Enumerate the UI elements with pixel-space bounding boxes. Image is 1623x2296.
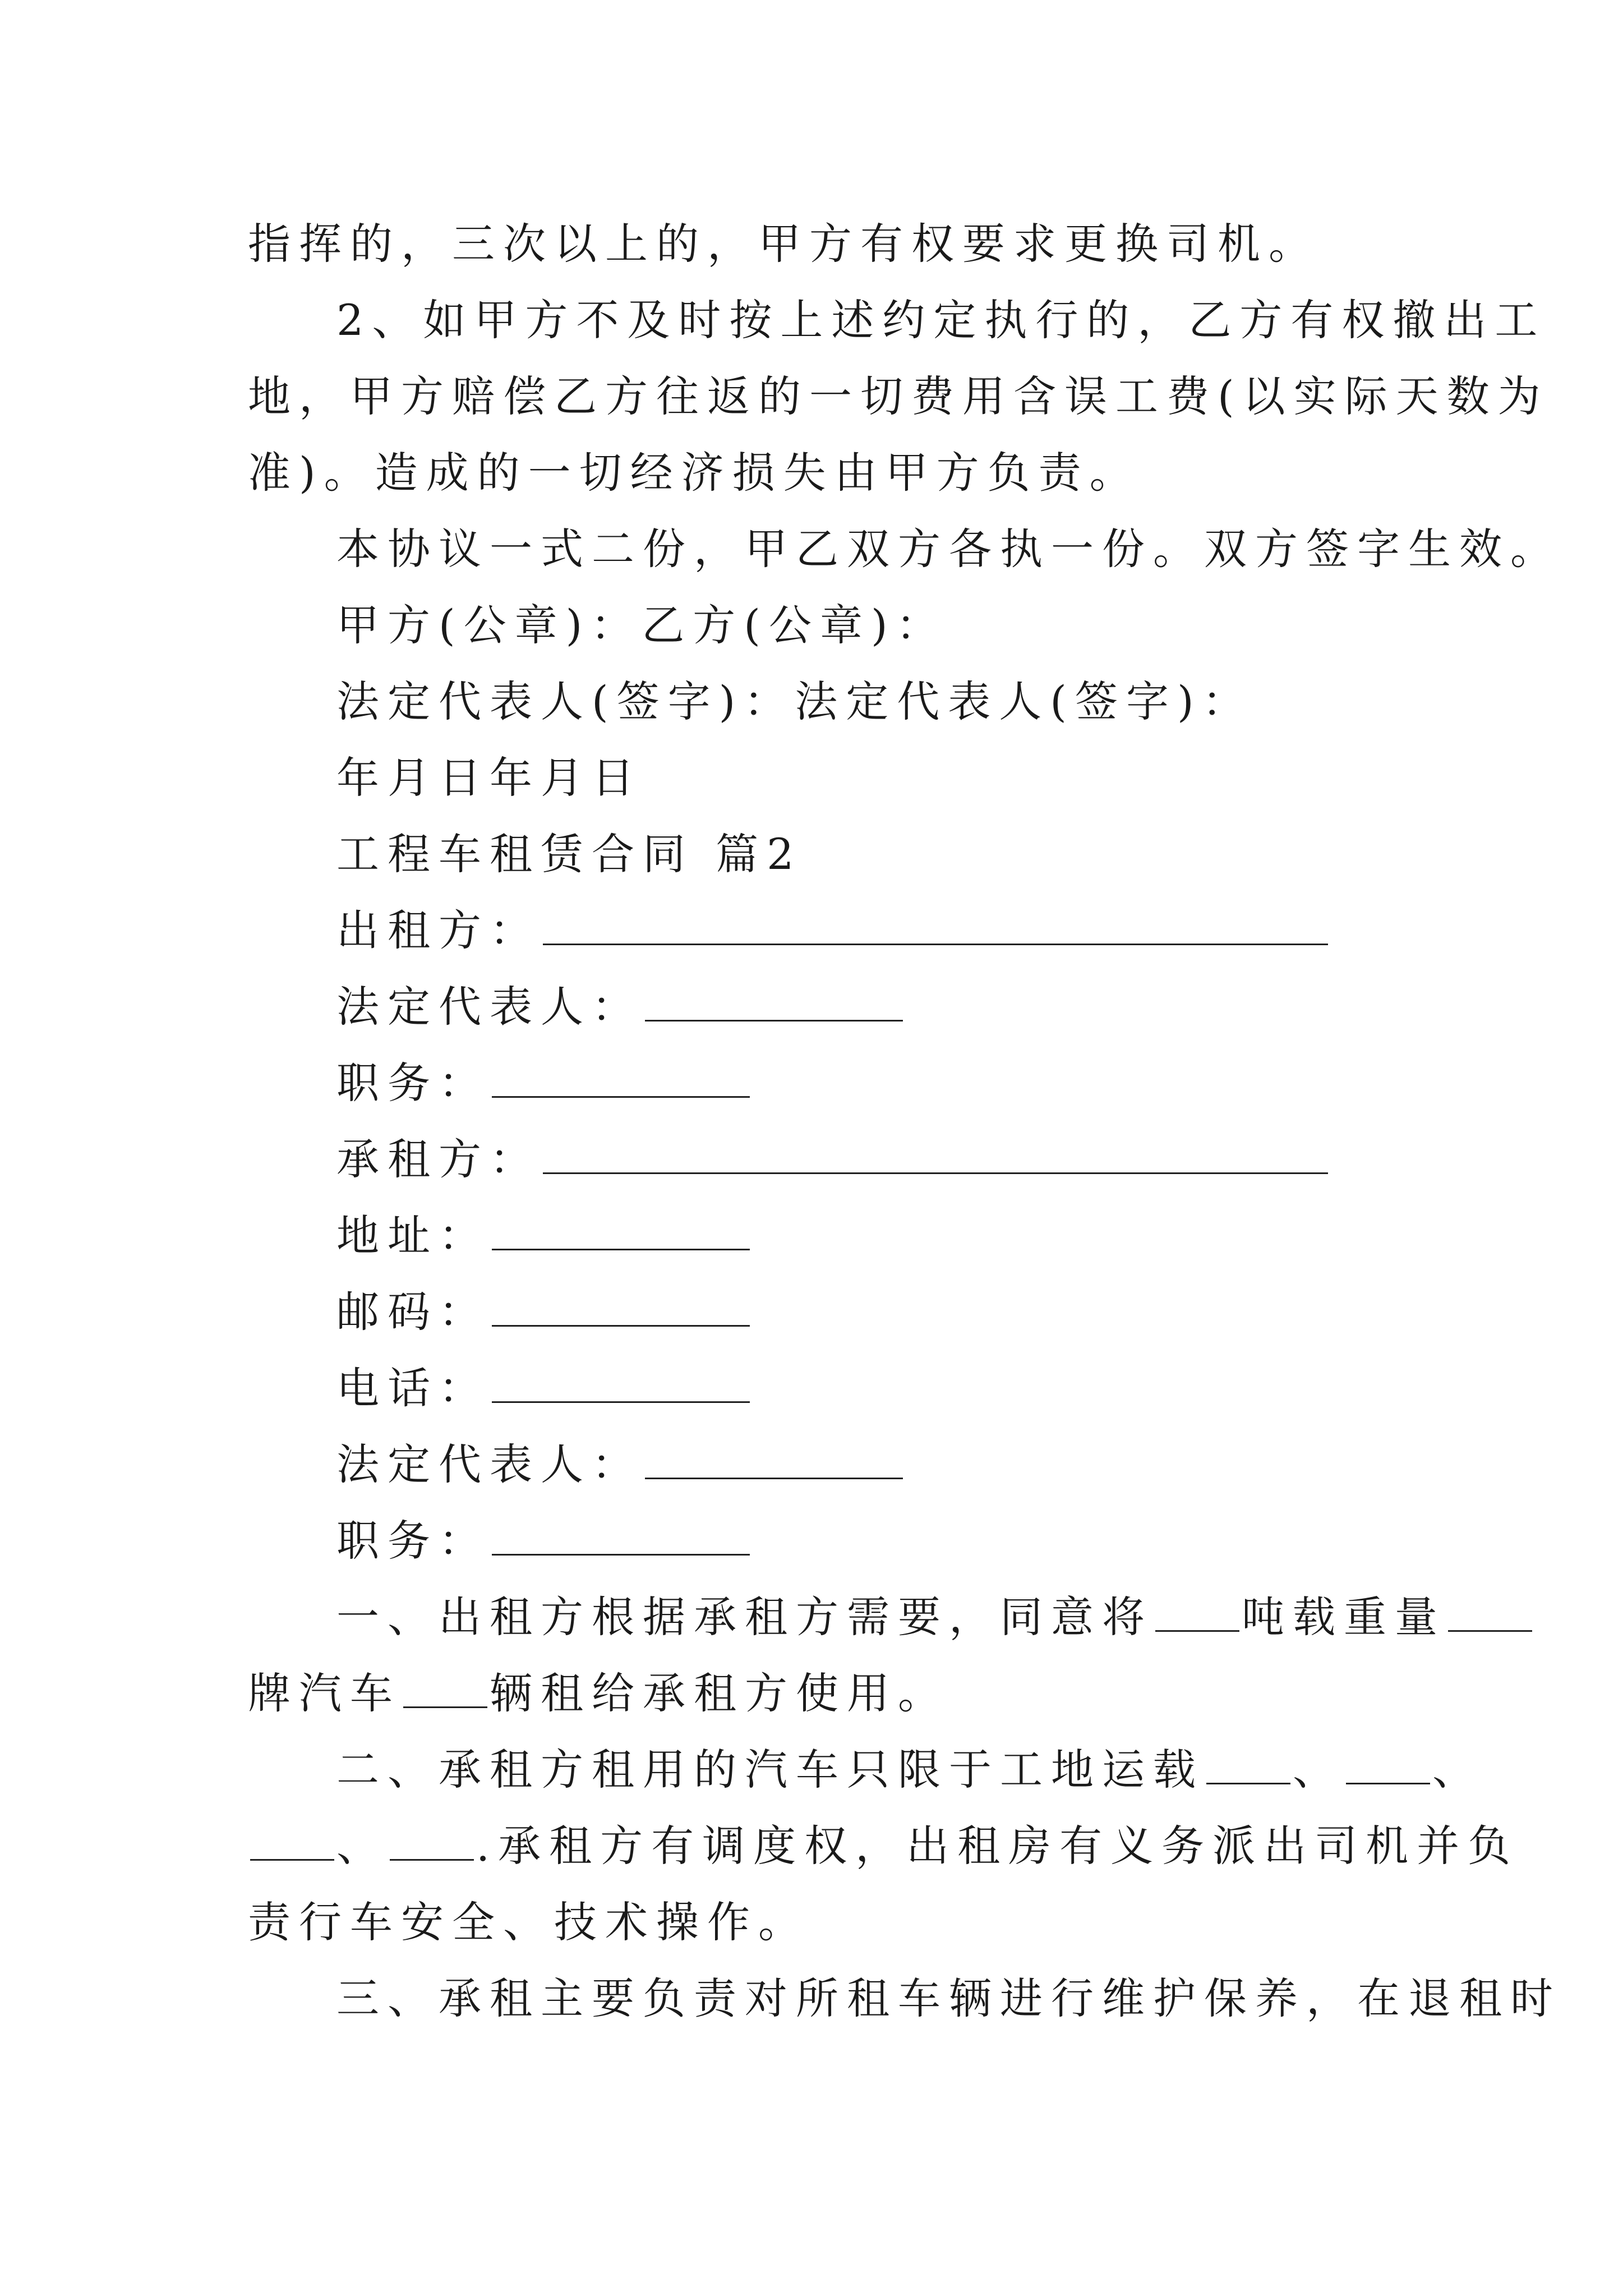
field-label: 电话： (336, 1363, 490, 1413)
address-field (0, 1205, 1623, 1267)
field-label: 地址： (336, 1211, 490, 1260)
clause-two-line (0, 1739, 1623, 1801)
clause-text: 二、承租方租用的汽车只限于工地运载 (336, 1745, 1204, 1795)
clause-text: 吨载重量 (1242, 1592, 1446, 1642)
fill-blank (492, 1061, 750, 1098)
field-label: 职务： (336, 1516, 490, 1566)
fill-blank (1448, 1595, 1532, 1632)
fill-blank (492, 1366, 750, 1403)
lessee-position-field (0, 1510, 1623, 1572)
clause-text: 三、承租主要负责对所租车辆进行维护保养，在退租时 (336, 1973, 1561, 2023)
fill-blank (492, 1290, 750, 1327)
field-label: 出租方： (336, 905, 541, 955)
line-text: 甲方(公章)：乙方(公章)： (336, 600, 947, 650)
lessee-representative-field (0, 1434, 1623, 1496)
fill-blank (1155, 1595, 1239, 1632)
text-line (0, 213, 1623, 275)
fill-blank (492, 1214, 750, 1250)
clause-text: 辆租给承租方使用。 (490, 1668, 949, 1718)
fill-blank (543, 909, 1328, 945)
signature-party-line (0, 595, 1623, 656)
field-label: 承租方： (336, 1134, 541, 1184)
clause-text: 、 (336, 1821, 388, 1871)
clause-two-line (0, 1815, 1623, 1877)
field-label: 职务： (336, 1058, 490, 1108)
clause-text: 、 (1293, 1745, 1344, 1795)
text-line (0, 442, 1623, 504)
fill-blank (390, 1824, 474, 1861)
line-text: 指挥的，三次以上的，甲方有权要求更换司机。 (248, 219, 1320, 269)
line-text: 2、如甲方不及时按上述约定执行的，乙方有权撤出工 (336, 295, 1546, 345)
field-label: 法定代表人： (336, 1439, 643, 1489)
clause-text: 责行车安全、技术操作。 (248, 1897, 809, 1947)
lessor-position-field (0, 1052, 1623, 1114)
text-line (0, 289, 1623, 351)
fill-blank (492, 1519, 750, 1556)
line-text: 地，甲方赔偿乙方往返的一切费用含误工费(以实际天数为 (248, 371, 1549, 421)
line-text: 工程车租赁合同 篇2 (336, 829, 803, 879)
line-text: 本协议一式二份，甲乙双方各执一份。双方签字生效。 (336, 524, 1561, 574)
fill-blank (1346, 1748, 1430, 1784)
text-line (0, 518, 1623, 580)
text-line (0, 366, 1623, 427)
field-label: 邮码： (336, 1287, 490, 1337)
clause-text: 牌汽车 (248, 1668, 401, 1718)
phone-field (0, 1358, 1623, 1419)
fill-blank (403, 1672, 487, 1708)
line-text: 年月日年月日 (336, 753, 643, 803)
lessee-field (0, 1129, 1623, 1190)
section-title (0, 823, 1623, 885)
clause-three-line (0, 1968, 1623, 2030)
fill-blank (645, 985, 903, 1022)
signature-representative-line (0, 671, 1623, 733)
fill-blank (645, 1443, 903, 1479)
fill-blank (250, 1824, 334, 1861)
postcode-field (0, 1281, 1623, 1343)
fill-blank (1206, 1748, 1290, 1784)
clause-text: .承租方有调度权，出租房有义务派出司机并负 (476, 1821, 1519, 1871)
lessor-field (0, 900, 1623, 961)
fill-blank (543, 1138, 1328, 1174)
lessor-representative-field (0, 976, 1623, 1038)
clause-one-line (0, 1586, 1623, 1648)
line-text: 法定代表人(签字)：法定代表人(签字)： (336, 677, 1253, 726)
clause-text: 、 (1432, 1745, 1483, 1795)
signature-date-line (0, 747, 1623, 809)
clause-one-line (0, 1663, 1623, 1724)
field-label: 法定代表人： (336, 982, 643, 1032)
clause-two-line (0, 1892, 1623, 1953)
clause-text: 一、出租方根据承租方需要，同意将 (336, 1592, 1153, 1642)
line-text: 准)。造成的一切经济损失由甲方负责。 (248, 448, 1141, 498)
